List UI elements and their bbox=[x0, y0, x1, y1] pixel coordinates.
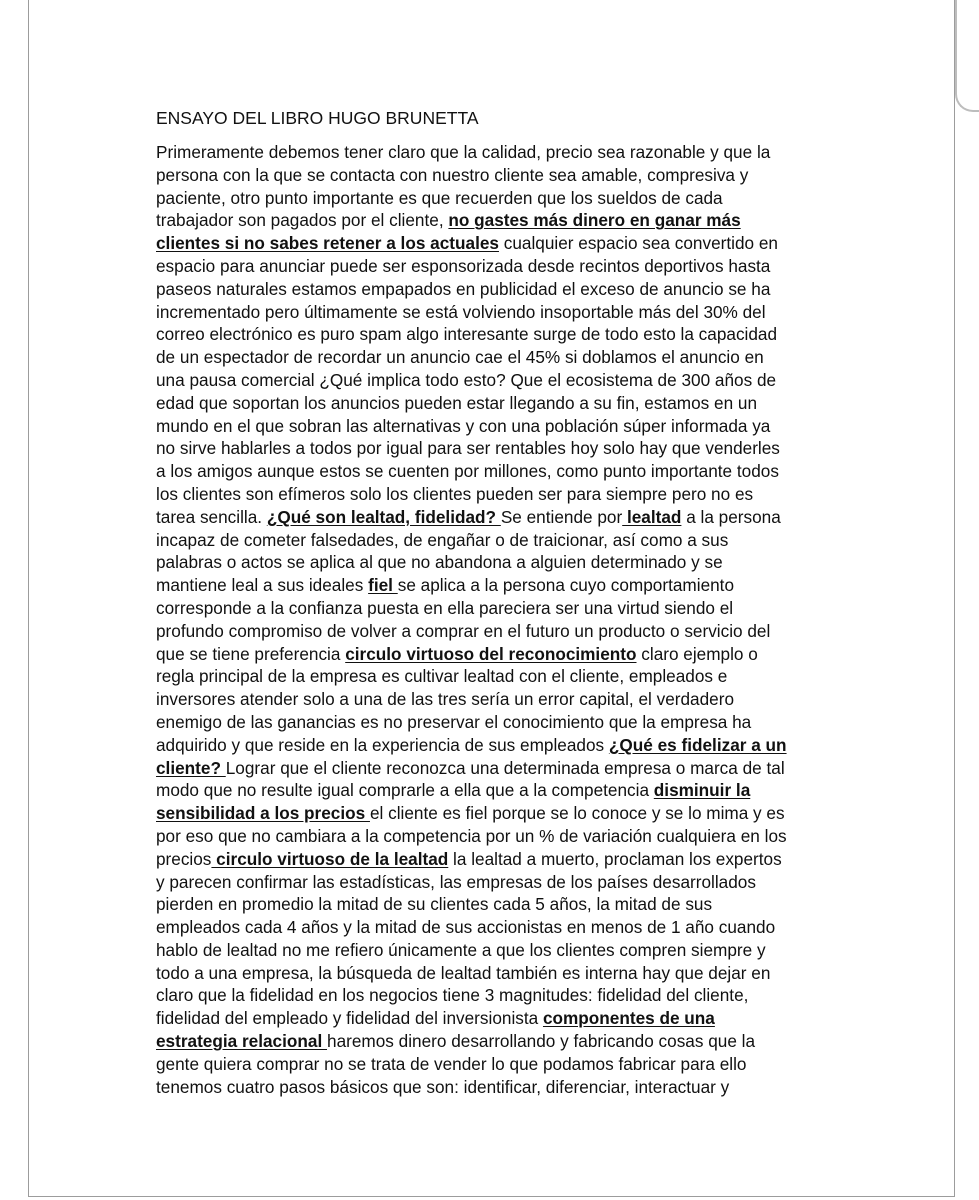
text-line bbox=[156, 688, 836, 711]
text-line bbox=[156, 323, 836, 346]
highlighted-phrase: disminuir la bbox=[653, 780, 751, 801]
text-line bbox=[156, 779, 836, 802]
text-line bbox=[156, 529, 836, 552]
text-run: persona con la que se contacta con nuestro cliente sea amable, compresiva y bbox=[156, 164, 749, 185]
text-line bbox=[156, 141, 836, 164]
highlighted-phrase: fiel bbox=[368, 575, 398, 596]
highlighted-phrase: circulo virtuoso del reconocimiento bbox=[345, 643, 637, 664]
text-run: pierden en promedio la mitad de su clientes cada 5 años, la mitad de sus bbox=[156, 894, 713, 915]
text-run: y parecen confirmar las estadísticas, las empresas de los países desarrollados bbox=[156, 871, 756, 892]
text-run: Primeramente debemos tener claro que la calidad, precio sea razonable y que la bbox=[156, 142, 771, 162]
text-run: precios bbox=[156, 848, 212, 869]
text-run: enemigo de las ganancias es no preservar el conocimiento que la empresa ha bbox=[156, 711, 752, 732]
text-run: tarea sencilla. bbox=[156, 506, 267, 527]
text-line bbox=[156, 415, 836, 438]
text-line bbox=[156, 392, 836, 415]
text-line bbox=[156, 369, 836, 392]
text-run: que se tiene preferencia bbox=[156, 643, 346, 664]
text-line bbox=[156, 848, 836, 871]
highlighted-phrase: estrategia relacional bbox=[156, 1031, 328, 1052]
text-line bbox=[156, 734, 836, 757]
text-run: gente quiera comprar no se trata de vender lo que podamos fabricar para ello bbox=[156, 1053, 747, 1074]
text-run: profundo compromiso de volver a comprar en el futuro un producto o servicio del bbox=[156, 620, 771, 641]
text-run: se aplica a la persona cuyo comportamiento bbox=[397, 575, 735, 596]
text-run: el cliente es fiel porque se lo conoce y se lo mima y es bbox=[369, 803, 785, 824]
highlighted-phrase: circulo virtuoso de la lealtad bbox=[211, 848, 449, 869]
text-run: mundo en el que sobran las alternativas y con una población súper informada ya bbox=[156, 415, 771, 436]
text-run: no sirve hablarles a todos por igual para ser rentables hoy solo hay que venderles bbox=[156, 438, 780, 459]
text-run: los clientes son efímeros solo los clientes pueden ser para siempre pero no es bbox=[156, 483, 754, 504]
text-line bbox=[156, 757, 836, 780]
text-run: incapaz de cometer falsedades, de engañar o de traicionar, así como a sus bbox=[156, 529, 729, 550]
highlighted-phrase: componentes de una bbox=[542, 1008, 715, 1029]
text-line bbox=[156, 187, 836, 210]
text-run: por eso que no cambiara a la competencia por un % de variación cualquiera en los bbox=[156, 825, 787, 846]
text-line bbox=[156, 437, 836, 460]
text-line bbox=[156, 825, 836, 848]
text-line bbox=[156, 232, 836, 255]
text-line bbox=[156, 620, 836, 643]
text-line bbox=[156, 939, 836, 962]
text-run: paseos naturales estamos empapados en publicidad el exceso de anuncio se ha bbox=[156, 278, 771, 299]
text-line bbox=[156, 1030, 836, 1053]
highlighted-phrase: ¿Qué son lealtad, fidelidad? bbox=[266, 506, 501, 527]
text-line bbox=[156, 255, 836, 278]
text-line bbox=[156, 278, 836, 301]
text-run: todo a una empresa, la búsqueda de lealtad también es interna hay que dejar en bbox=[156, 962, 771, 983]
text-line bbox=[156, 802, 836, 825]
text-run: corresponde a la confianza puesta en ella pareciera ser una virtud siendo el bbox=[156, 597, 734, 618]
text-run: mantiene leal a sus ideales bbox=[156, 575, 369, 596]
text-run: hablo de lealtad no me refiero únicamente a que los clientes compren siempre y bbox=[156, 939, 766, 960]
text-run: a los amigos aunque estos se cuenten por millones, como punto importante todos bbox=[156, 461, 779, 482]
text-line bbox=[156, 574, 836, 597]
text-line bbox=[156, 597, 836, 620]
text-run: tenemos cuatro pasos básicos que son: identificar, diferenciar, interactuar y bbox=[156, 1076, 730, 1097]
text-run: Lograr que el cliente reconozca una determinada empresa o marca de tal bbox=[225, 757, 785, 778]
text-line bbox=[156, 346, 836, 369]
text-run: espacio para anunciar puede ser esponsorizada desde recintos deportivos hasta bbox=[156, 255, 771, 276]
next-page-edge bbox=[955, 0, 979, 112]
text-run: de un espectador de recordar un anuncio cae el 45% si doblamos el anuncio en bbox=[156, 347, 764, 368]
text-line bbox=[156, 1076, 836, 1099]
text-line bbox=[156, 871, 836, 894]
text-line bbox=[156, 711, 836, 734]
text-line bbox=[156, 643, 836, 666]
text-run: haremos dinero desarrollando y fabricando cosas que la bbox=[327, 1031, 756, 1052]
highlighted-phrase: cliente? bbox=[156, 757, 226, 778]
text-line bbox=[156, 301, 836, 324]
text-line bbox=[156, 506, 836, 529]
text-line bbox=[156, 460, 836, 483]
text-run: claro ejemplo o bbox=[636, 643, 758, 664]
text-run: empleados cada 4 años y la mitad de sus accionistas en menos de 1 año cuando bbox=[156, 917, 776, 938]
text-run: inversores atender solo a una de las tres sería un error capital, el verdadero bbox=[156, 689, 735, 710]
text-run: incrementado pero últimamente se está volviendo insoportable más del 30% del bbox=[156, 301, 766, 322]
highlighted-phrase: sensibilidad a los precios bbox=[156, 803, 370, 824]
highlighted-phrase: lealtad bbox=[622, 506, 682, 527]
text-run: edad que soportan los anuncios pueden estar llegando a su fin, estamos en un bbox=[156, 392, 758, 413]
text-run: regla principal de la empresa es cultivar lealtad con el cliente, empleados e bbox=[156, 666, 728, 687]
text-run: trabajador son pagados por el cliente, bbox=[156, 210, 449, 231]
highlighted-phrase: ¿Qué es fidelizar a un bbox=[608, 734, 787, 755]
text-line bbox=[156, 1053, 836, 1076]
text-line bbox=[156, 893, 836, 916]
text-run: cualquier espacio sea convertido en bbox=[498, 233, 778, 254]
text-line bbox=[156, 665, 836, 688]
text-run: correo electrónico es puro spam algo interesante surge de todo esto la capacidad bbox=[156, 324, 778, 345]
text-line bbox=[156, 551, 836, 574]
text-run: a la persona bbox=[681, 506, 781, 527]
text-run: paciente, otro punto importante es que recuerden que los sueldos de cada bbox=[156, 187, 723, 208]
text-line bbox=[156, 483, 836, 506]
text-run: fidelidad del empleado y fidelidad del inversionista bbox=[156, 1008, 543, 1029]
text-run: la lealtad a muerto, proclaman los expertos bbox=[448, 848, 782, 869]
document-title: ENSAYO DEL LIBRO HUGO BRUNETTA bbox=[156, 108, 479, 128]
text-line bbox=[156, 1007, 836, 1030]
text-line bbox=[156, 164, 836, 187]
text-line bbox=[156, 962, 836, 985]
text-run: palabras o actos se aplica al que no abandona a alguien determinado y se bbox=[156, 552, 723, 573]
text-line bbox=[156, 916, 836, 939]
essay-body bbox=[156, 141, 836, 1098]
highlighted-phrase: clientes si no sabes retener a los actuales bbox=[156, 233, 499, 254]
text-run: una pausa comercial ¿Qué implica todo esto? Que el ecosistema de 300 años de bbox=[156, 369, 777, 390]
text-run: adquirido y que reside en la experiencia de sus empleados bbox=[156, 734, 609, 755]
text-line bbox=[156, 209, 836, 232]
text-run: Se entiende por bbox=[500, 506, 623, 527]
text-run: claro que la fidelidad en los negocios tiene 3 magnitudes: fidelidad del cliente, bbox=[156, 985, 749, 1006]
highlighted-phrase: no gastes más dinero en ganar más bbox=[448, 210, 741, 231]
text-run: modo que no resulte igual comprarle a ella que a la competencia bbox=[156, 780, 654, 801]
text-line bbox=[156, 984, 836, 1007]
